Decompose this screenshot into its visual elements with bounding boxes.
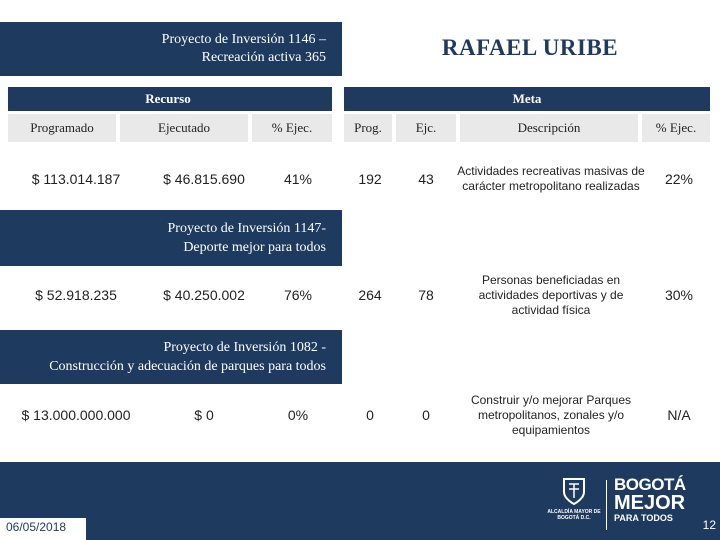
row3-ejc: 0 <box>422 407 430 423</box>
column-header-programado: Programado <box>8 114 116 142</box>
row3-pct: 0% <box>287 407 309 423</box>
row2-programado: $ 52.918.235 <box>35 287 117 303</box>
row3-ejecutado: $ 0 <box>194 407 214 423</box>
row1-ejecutado: $ 46.815.690 <box>163 171 245 187</box>
footer-bar <box>0 462 720 540</box>
bogota-logo-line2: MEJOR <box>614 492 686 514</box>
coat-of-arms-icon <box>562 476 586 506</box>
row2-pct: 76% <box>283 287 313 303</box>
row2-descripcion: Personas beneficiadas en actividades deportivas y de actividad física <box>478 272 624 317</box>
column-header-pct-ejec: % Ejec. <box>252 114 332 142</box>
project-banner-1147 <box>0 210 342 266</box>
column-header-ejc: Ejc. <box>396 114 456 142</box>
alcaldia-logo <box>546 476 602 530</box>
row3-descripcion: Construir y/o mejorar Parques metropolitanos, zonales y/o equipamientos <box>470 392 632 437</box>
column-header-prog: Prog. <box>344 114 392 142</box>
row2-ejc: 78 <box>418 287 434 303</box>
banner-1147-line1: Proyecto de Inversión 1147- <box>167 221 326 236</box>
bogota-logo-line1: BOGOTÁ <box>614 475 686 494</box>
row2-pct-meta: 30% <box>664 287 694 303</box>
row3-pct-meta: N/A <box>667 407 691 423</box>
row1-descripcion: Actividades recreativas masivas de carácter metropolitano realizadas <box>457 164 645 193</box>
row1-pct: 41% <box>283 171 313 187</box>
banner-1082-line1: Proyecto de Inversión 1082 - <box>163 340 326 355</box>
footer-date: 06/05/2018 <box>6 520 67 534</box>
bogota-logo-line3: PARA TODOS <box>614 513 673 523</box>
project-banner-1082 <box>0 330 342 384</box>
recurso-section-header <box>8 87 332 111</box>
column-header-descripcion: Descripción <box>460 114 638 142</box>
meta-label: Meta <box>512 91 542 106</box>
project-banner-1146 <box>0 22 342 76</box>
row2-ejecutado: $ 40.250.002 <box>163 287 245 303</box>
bogota-mejor-logo <box>614 476 694 530</box>
row1-pct-meta: 22% <box>664 171 694 187</box>
row2-prog: 264 <box>358 287 382 303</box>
row1-ejc: 43 <box>418 171 434 187</box>
column-header-ejecutado: Ejecutado <box>120 114 248 142</box>
row1-prog: 192 <box>358 171 382 187</box>
project-title-line2: Recreación activa 365 <box>201 50 326 65</box>
logo-divider <box>606 480 607 530</box>
banner-1147-line2: Deporte mejor para todos <box>183 240 326 255</box>
meta-section-header <box>344 87 710 111</box>
row3-programado: $ 13.000.000.000 <box>21 407 131 423</box>
column-header-pct-ejec-meta: % Ejec. <box>642 114 710 142</box>
row1-programado: $ 113.014.187 <box>31 171 121 187</box>
locality-title: RAFAEL URIBE <box>441 35 619 60</box>
row3-prog: 0 <box>366 407 374 423</box>
page-number: 12 <box>702 518 716 532</box>
alcaldia-logo-text: ALCALDÍA MAYOR DE BOGOTÁ D.C. <box>547 509 601 521</box>
recurso-label: Recurso <box>145 91 191 106</box>
banner-1082-line2: Construcción y adecuación de parques para todos <box>49 359 326 374</box>
project-title-line1: Proyecto de Inversión 1146 – <box>161 32 326 47</box>
